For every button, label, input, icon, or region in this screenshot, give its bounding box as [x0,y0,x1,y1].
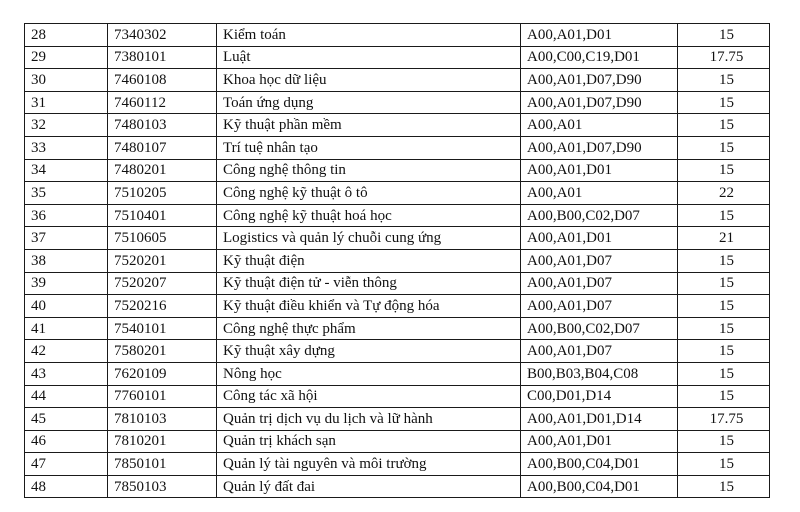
major-code: 7510205 [108,182,217,205]
admissions-score-table [24,23,770,498]
table-row [25,114,770,137]
major-code: 7810201 [108,430,217,453]
admission-score: 15 [678,69,770,92]
major-name: Luật [217,46,521,69]
major-code: 7340302 [108,24,217,47]
major-code: 7580201 [108,340,217,363]
row-number: 28 [25,24,108,47]
row-number: 32 [25,114,108,137]
row-number: 40 [25,295,108,318]
row-number: 33 [25,136,108,159]
table-row [25,430,770,453]
major-code: 7480107 [108,136,217,159]
row-number: 39 [25,272,108,295]
major-name: Kỹ thuật phần mềm [217,114,521,137]
subject-combinations: A00,A01,D01,D14 [521,408,678,431]
row-number: 41 [25,317,108,340]
admission-score: 15 [678,91,770,114]
admission-score: 15 [678,249,770,272]
major-name: Công nghệ thông tin [217,159,521,182]
admission-score: 15 [678,136,770,159]
major-code: 7520216 [108,295,217,318]
table-row [25,46,770,69]
major-code: 7850101 [108,453,217,476]
major-code: 7510605 [108,227,217,250]
table-row [25,317,770,340]
admission-score: 15 [678,272,770,295]
table-row [25,295,770,318]
major-code: 7480201 [108,159,217,182]
major-name: Công tác xã hội [217,385,521,408]
major-code: 7460112 [108,91,217,114]
table-row [25,159,770,182]
major-name: Quản lý đất đai [217,475,521,498]
row-number: 31 [25,91,108,114]
table-row [25,24,770,47]
major-code: 7510401 [108,204,217,227]
subject-combinations: A00,B00,C02,D07 [521,317,678,340]
subject-combinations: B00,B03,B04,C08 [521,362,678,385]
table-row [25,362,770,385]
major-name: Công nghệ thực phẩm [217,317,521,340]
major-name: Khoa học dữ liệu [217,69,521,92]
table-body [25,24,770,498]
table-row [25,475,770,498]
row-number: 34 [25,159,108,182]
table-row [25,227,770,250]
major-name: Quản lý tài nguyên và môi trường [217,453,521,476]
subject-combinations: A00,A01,D07 [521,249,678,272]
major-name: Quản trị dịch vụ du lịch và lữ hành [217,408,521,431]
admission-score: 17.75 [678,46,770,69]
row-number: 44 [25,385,108,408]
row-number: 30 [25,69,108,92]
table-row [25,272,770,295]
major-name: Công nghệ kỹ thuật hoá học [217,204,521,227]
subject-combinations: A00,A01,D07,D90 [521,136,678,159]
major-code: 7520201 [108,249,217,272]
subject-combinations: A00,A01,D07 [521,340,678,363]
admission-score: 15 [678,204,770,227]
major-code: 7810103 [108,408,217,431]
major-name: Logistics và quản lý chuỗi cung ứng [217,227,521,250]
subject-combinations: A00,C00,C19,D01 [521,46,678,69]
table-row [25,249,770,272]
admission-score: 15 [678,159,770,182]
subject-combinations: C00,D01,D14 [521,385,678,408]
major-code: 7540101 [108,317,217,340]
row-number: 36 [25,204,108,227]
table-row [25,136,770,159]
admission-score: 15 [678,430,770,453]
row-number: 38 [25,249,108,272]
row-number: 29 [25,46,108,69]
major-code: 7620109 [108,362,217,385]
major-code: 7480103 [108,114,217,137]
subject-combinations: A00,A01,D07,D90 [521,91,678,114]
subject-combinations: A00,A01,D01 [521,227,678,250]
subject-combinations: A00,A01,D07 [521,295,678,318]
subject-combinations: A00,A01 [521,114,678,137]
subject-combinations: A00,A01,D07 [521,272,678,295]
admission-score: 15 [678,24,770,47]
major-name: Kỹ thuật điện tử - viễn thông [217,272,521,295]
major-code: 7760101 [108,385,217,408]
subject-combinations: A00,A01,D01 [521,430,678,453]
major-name: Nông học [217,362,521,385]
subject-combinations: A00,B00,C02,D07 [521,204,678,227]
admission-score: 15 [678,475,770,498]
admission-score: 15 [678,385,770,408]
row-number: 43 [25,362,108,385]
major-code: 7460108 [108,69,217,92]
row-number: 47 [25,453,108,476]
table-row [25,69,770,92]
admission-score: 15 [678,453,770,476]
subject-combinations: A00,B00,C04,D01 [521,475,678,498]
table-row [25,204,770,227]
table-row [25,385,770,408]
admission-score: 15 [678,317,770,340]
admission-score: 15 [678,295,770,318]
major-name: Kiểm toán [217,24,521,47]
subject-combinations: A00,A01,D07,D90 [521,69,678,92]
major-code: 7520207 [108,272,217,295]
row-number: 35 [25,182,108,205]
major-name: Kỹ thuật điều khiển và Tự động hóa [217,295,521,318]
admission-score: 21 [678,227,770,250]
row-number: 46 [25,430,108,453]
row-number: 48 [25,475,108,498]
admission-score: 15 [678,340,770,363]
admission-score: 15 [678,114,770,137]
row-number: 45 [25,408,108,431]
major-name: Kỹ thuật xây dựng [217,340,521,363]
major-code: 7380101 [108,46,217,69]
subject-combinations: A00,A01,D01 [521,159,678,182]
row-number: 37 [25,227,108,250]
table-row [25,182,770,205]
major-name: Quản trị khách sạn [217,430,521,453]
table-row [25,91,770,114]
admission-score: 17.75 [678,408,770,431]
subject-combinations: A00,A01,D01 [521,24,678,47]
major-name: Kỹ thuật điện [217,249,521,272]
table-row [25,340,770,363]
major-name: Trí tuệ nhân tạo [217,136,521,159]
table-row [25,408,770,431]
major-name: Công nghệ kỹ thuật ô tô [217,182,521,205]
subject-combinations: A00,A01 [521,182,678,205]
table-row [25,453,770,476]
admission-score: 22 [678,182,770,205]
major-name: Toán ứng dụng [217,91,521,114]
subject-combinations: A00,B00,C04,D01 [521,453,678,476]
row-number: 42 [25,340,108,363]
major-code: 7850103 [108,475,217,498]
admission-score: 15 [678,362,770,385]
